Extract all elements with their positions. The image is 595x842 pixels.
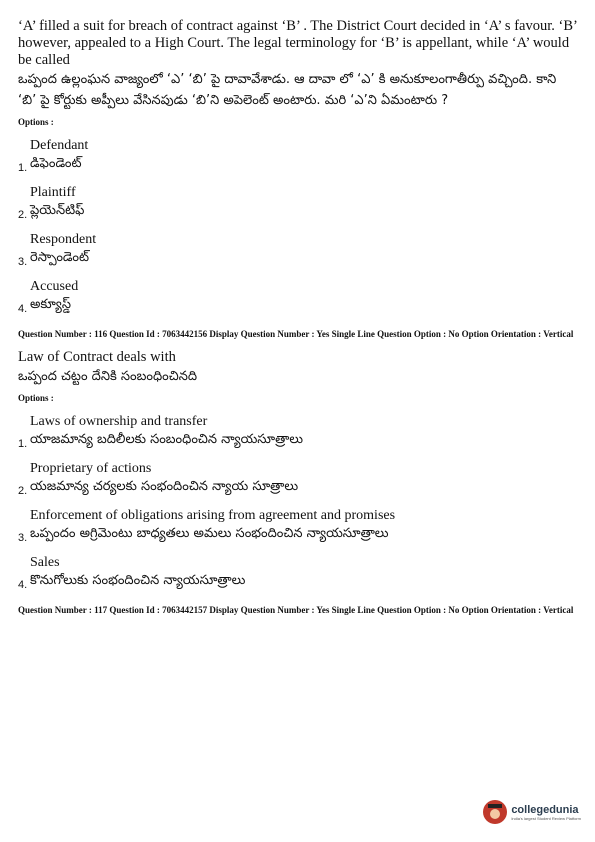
option-number: 1. <box>18 438 28 450</box>
option-number: 4. <box>18 579 28 591</box>
option-text-telugu: ఒప్పందం అగ్రిమెంటు బాధ్యతలు అమలు సంభందించిన న్యాయసూత్రాలు <box>30 526 389 541</box>
option-text-telugu: యజమాన్య చర్యలకు సంభందించిన న్యాయ సూత్రాలు <box>30 479 299 494</box>
option-4 <box>18 278 578 315</box>
option-text-telugu: డిఫెండెంట్ <box>30 156 82 171</box>
option-text-english: Defendant <box>30 138 89 153</box>
option-4 <box>18 554 578 591</box>
option-text-english: Sales <box>30 555 60 570</box>
question-text-telugu: ఒప్పంద ఉల్లంఘన వాజ్యంలో ‘ఎ’ ‘బి’ పై దావావేశాడు. ఆ దావా లో ‘ఎ’ కి అనుకూలంగాతీర్పు వచ్చింది. కాని ‘బి’ పై కోర్టుకు అప్పీలు వేసినపుడు ‘బి’ని అపెలెంట్ అంటారు. మరి ‘ఎ’ని ఏమంటారు ? <box>18 72 557 108</box>
options-label: Options : <box>18 393 54 403</box>
question-meta: Question Number : 116 Question Id : 7063442156 Display Question Number : Yes Single Line Question Option : No Option Orientation : Vertical <box>18 329 574 339</box>
option-1 <box>18 413 578 450</box>
option-text-telugu: అక్యూస్డ్ <box>30 297 71 312</box>
option-1 <box>18 137 578 174</box>
options-label: Options : <box>18 117 54 127</box>
option-3 <box>18 231 578 268</box>
graduate-logo-icon <box>483 800 507 824</box>
option-text-english: Respondent <box>30 232 97 247</box>
option-text-telugu: రెస్పాండెంట్ <box>30 250 89 265</box>
option-text-english: Plaintiff <box>30 185 76 200</box>
question-text-english: ‘A’ filled a suit for breach of contract against ‘B’ . The District Court decided in ‘A’ s favour. ‘B’ however, appealed to a High Court. The legal terminology for ‘B’ is appellant, while ‘A’ would be called <box>18 18 577 68</box>
option-number: 3. <box>18 532 28 544</box>
option-text-telugu: యాజమాన్య బదిలీలకు సంబంధించిన న్యాయసూత్రాలు <box>30 432 304 447</box>
option-number: 3. <box>18 256 28 268</box>
option-text-english: Enforcement of obligations arising from agreement and promises <box>30 508 396 523</box>
option-2 <box>18 460 578 497</box>
question-meta: Question Number : 117 Question Id : 7063442157 Display Question Number : Yes Single Line Question Option : No Option Orientation : Vertical <box>18 605 574 615</box>
question-text-telugu: ఒప్పంద చట్టం దేనికి సంబంధించినది <box>18 369 197 384</box>
option-number: 2. <box>18 485 28 497</box>
collegedunia-watermark <box>483 800 581 824</box>
logo-name: collegedunia <box>511 803 579 816</box>
option-text-english: Proprietary of actions <box>30 461 152 476</box>
option-text-telugu: కొనుగోలుకు సంభందించిన న్యాయసూత్రాలు <box>30 573 246 588</box>
question-115 <box>18 18 578 315</box>
option-2 <box>18 184 578 221</box>
option-number: 2. <box>18 209 28 221</box>
option-3 <box>18 507 578 544</box>
question-paper-page <box>18 18 578 625</box>
option-text-english: Accused <box>30 279 79 294</box>
option-number: 1. <box>18 162 28 174</box>
question-text-english: Law of Contract deals with <box>18 349 176 365</box>
option-text-telugu: ప్లెయెన్‌టిఫ్ <box>30 203 85 218</box>
option-text-english: Laws of ownership and transfer <box>30 414 208 429</box>
question-116 <box>18 349 578 591</box>
option-number: 4. <box>18 303 28 315</box>
logo-tagline: India's largest Student Review Platform <box>511 815 581 821</box>
